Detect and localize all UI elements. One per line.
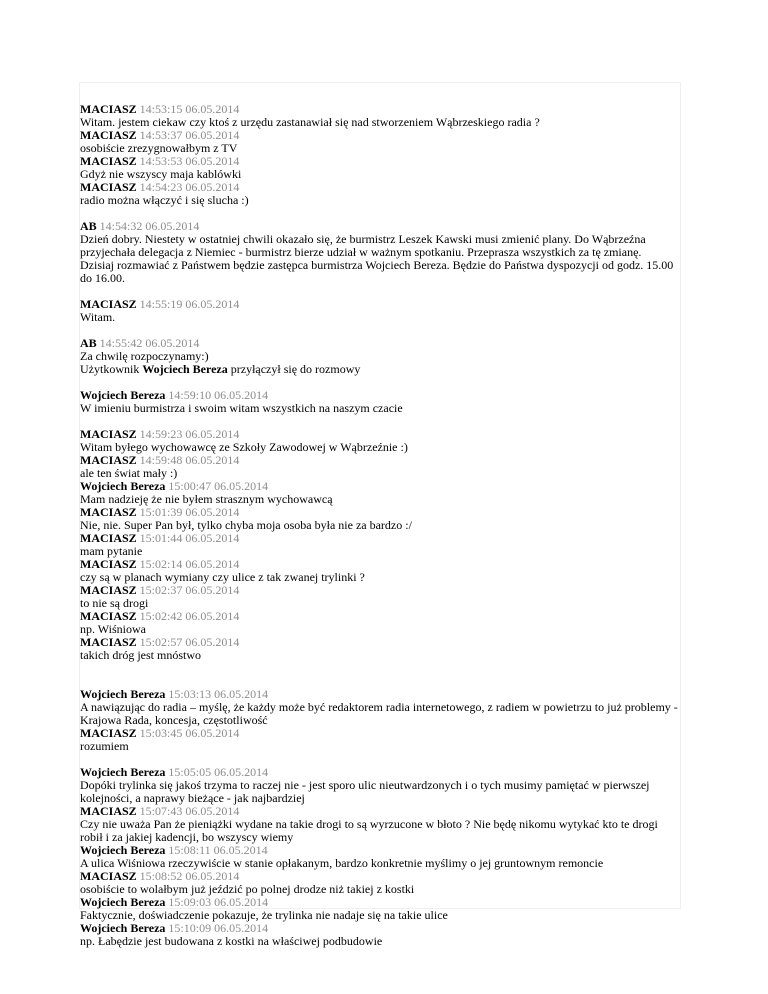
message-text: czy są w planach wymiany czy ulice z tak zwanej trylinki ?	[80, 570, 365, 584]
message-date: 06.05.2014	[145, 336, 200, 350]
message-header	[80, 727, 678, 740]
message-time: 15:07:43	[139, 804, 183, 818]
message-text: Gdyż nie wszyscy maja kablówki	[80, 167, 242, 181]
message-date: 06.05.2014	[185, 531, 240, 545]
message-author: Wojciech Bereza	[80, 388, 166, 402]
message-author: MACIASZ	[80, 128, 137, 142]
message-date: 06.05.2014	[185, 726, 240, 740]
message-author: Wojciech Bereza	[80, 479, 166, 493]
message-author: Wojciech Bereza	[80, 687, 166, 701]
message-group	[80, 389, 678, 415]
message-group	[80, 766, 678, 948]
message-author: MACIASZ	[80, 726, 137, 740]
message-date: 06.05.2014	[185, 180, 240, 194]
message-text: Dzień dobry. Niestety w ostatniej chwili okazało się, że burmistrz Leszek Kawski musi zmienić plany. Do Wąbrzeźna przyjechała delegacja z Niemiec - burmistrz bierze udział w ważnym spotkaniu. Przeprasza wszystkich za tę zmianę. Dzisiaj rozmawiać z Państwem będzie zastępca burmistrza Wojciech Bereza. Będzie do Państwa dyspozycji od godz. 15.00 do 16.00.	[80, 232, 674, 285]
message-date: 06.05.2014	[185, 297, 240, 311]
message-date: 06.05.2014	[185, 427, 240, 441]
message-time: 15:00:47	[168, 479, 212, 493]
message-group	[80, 103, 678, 207]
message-time: 15:08:11	[168, 843, 211, 857]
message-author: MACIASZ	[80, 102, 137, 116]
message-author: MACIASZ	[80, 583, 137, 597]
message-text: to nie są drogi	[80, 596, 149, 610]
message-header	[80, 584, 678, 597]
message-author: MACIASZ	[80, 804, 137, 818]
message-author: MACIASZ	[80, 505, 137, 519]
message-text: Faktycznie, doświadczenie pokazuje, że trylinka nie nadaje się na takie ulice	[80, 908, 448, 922]
message-text: np. Łabędzie jest budowana z kostki na właściwej podbudowie	[80, 934, 383, 948]
message-date: 06.05.2014	[214, 765, 269, 779]
message-date: 06.05.2014	[214, 895, 269, 909]
message-date: 06.05.2014	[214, 388, 269, 402]
message-author: Wojciech Bereza	[80, 895, 166, 909]
join-prefix: Użytkownik	[80, 362, 140, 376]
message-date: 06.05.2014	[214, 479, 269, 493]
message-author: MACIASZ	[80, 453, 137, 467]
message-author: Wojciech Bereza	[80, 921, 166, 935]
message-text: A ulica Wiśniowa rzeczywiście w stanie opłakanym, bardzo konkretnie myślimy o jej gruntownym remoncie	[80, 856, 604, 870]
message-date: 06.05.2014	[185, 505, 240, 519]
message-text: Czy nie uważa Pan że pieniążki wydane na takie drogi to są wyrzucone w błoto ? Nie będę nikomu wytykać kto te drogi robił i za jakiej kadencji, bo wszyscy wiemy	[80, 817, 658, 844]
message-date: 06.05.2014	[185, 102, 240, 116]
message-author: MACIASZ	[80, 180, 137, 194]
join-notice	[80, 363, 678, 376]
message-date: 06.05.2014	[185, 635, 240, 649]
message-author: MACIASZ	[80, 557, 137, 571]
message-text: osobiście to wolałbym już jeździć po polnej drodze niż takiej z kostki	[80, 882, 415, 896]
message-time: 15:05:05	[168, 765, 212, 779]
message-time: 15:01:44	[139, 531, 183, 545]
message-group	[80, 337, 678, 376]
message-date: 06.05.2014	[214, 687, 269, 701]
message-time: 14:59:23	[139, 427, 183, 441]
message-author: MACIASZ	[80, 427, 137, 441]
message-date: 06.05.2014	[185, 609, 240, 623]
message-author: MACIASZ	[80, 154, 137, 168]
message-text: ale ten świat mały :)	[80, 466, 178, 480]
chat-transcript	[80, 103, 678, 961]
message-time: 15:02:57	[139, 635, 183, 649]
message-date: 06.05.2014	[213, 843, 268, 857]
message-text: osobiście zrezygnowałbym z TV	[80, 141, 238, 155]
message-text: radio można włączyć i się slucha :)	[80, 193, 249, 207]
message-text: A nawiązując do radia – myślę, że każdy może być redaktorem radia internetowego, z radiem w powietrzu to już problemy - Krajowa Rada, koncesja, częstotliwość	[80, 700, 678, 727]
message-time: 14:55:42	[99, 336, 143, 350]
message-time: 15:09:03	[168, 895, 212, 909]
message-time: 14:55:19	[139, 297, 183, 311]
message-time: 14:53:37	[139, 128, 183, 142]
message-time: 15:02:37	[139, 583, 183, 597]
join-user-name: Wojciech Bereza	[142, 362, 228, 376]
message-time: 15:02:14	[139, 557, 183, 571]
message-header	[80, 532, 678, 545]
message-text: Witam. jestem ciekaw czy ktoś z urzędu zastanawiał się nad stworzeniem Wąbrzeskiego radia ?	[80, 115, 540, 129]
message-time: 14:54:23	[139, 180, 183, 194]
message-time: 15:08:52	[139, 869, 183, 883]
message-author: MACIASZ	[80, 635, 137, 649]
message-date: 06.05.2014	[185, 154, 240, 168]
message-time: 14:54:32	[99, 219, 143, 233]
message-time: 15:01:39	[139, 505, 183, 519]
message-date: 06.05.2014	[185, 804, 240, 818]
message-author: Wojciech Bereza	[80, 765, 166, 779]
message-date: 06.05.2014	[185, 869, 240, 883]
message-time: 14:59:48	[139, 453, 183, 467]
message-text: np. Wiśniowa	[80, 622, 146, 636]
message-author: AB	[80, 219, 97, 233]
message-group	[80, 688, 678, 753]
message-author: MACIASZ	[80, 609, 137, 623]
message-text: Mam nadzieję że nie byłem strasznym wychowawcą	[80, 492, 333, 506]
message-time: 15:10:09	[168, 921, 212, 935]
message-text: mam pytanie	[80, 544, 143, 558]
message-header	[80, 610, 678, 623]
message-group	[80, 428, 678, 662]
message-text: takich dróg jest mnóstwo	[80, 648, 201, 662]
message-date: 06.05.2014	[145, 219, 200, 233]
message-time: 14:53:15	[139, 102, 183, 116]
message-author: MACIASZ	[80, 531, 137, 545]
message-time: 15:02:42	[139, 609, 183, 623]
message-group	[80, 298, 678, 324]
message-text: Witam byłego wychowawcę ze Szkoły Zawodowej w Wąbrzeźnie :)	[80, 440, 408, 454]
message-date: 06.05.2014	[185, 583, 240, 597]
message-text: Witam.	[80, 310, 116, 324]
message-author: Wojciech Bereza	[80, 843, 166, 857]
message-text: W imieniu burmistrza i swoim witam wszystkich na naszym czacie	[80, 401, 403, 415]
join-suffix: przyłączył się do rozmowy	[230, 362, 361, 376]
message-text: Za chwilę rozpoczynamy:)	[80, 349, 209, 363]
message-author: MACIASZ	[80, 869, 137, 883]
message-author: AB	[80, 336, 97, 350]
message-time: 15:03:13	[168, 687, 212, 701]
message-author: MACIASZ	[80, 297, 137, 311]
message-date: 06.05.2014	[185, 128, 240, 142]
message-time: 14:53:53	[139, 154, 183, 168]
message-header	[80, 298, 678, 311]
message-text: Dopóki trylinka się jakoś trzyma to raczej nie - jest sporo ulic nieutwardzonych i o tych musimy pamiętać w pierwszej kolejności, a naprawy bieżące - jak najbardziej	[80, 778, 650, 805]
message-time: 14:59:10	[168, 388, 212, 402]
message-group	[80, 220, 678, 285]
message-date: 06.05.2014	[185, 557, 240, 571]
message-date: 06.05.2014	[185, 453, 240, 467]
message-date: 06.05.2014	[214, 921, 269, 935]
message-text: rozumiem	[80, 739, 129, 753]
message-text: Nie, nie. Super Pan był, tylko chyba moja osoba była nie za bardzo :/	[80, 518, 412, 532]
message-time: 15:03:45	[139, 726, 183, 740]
